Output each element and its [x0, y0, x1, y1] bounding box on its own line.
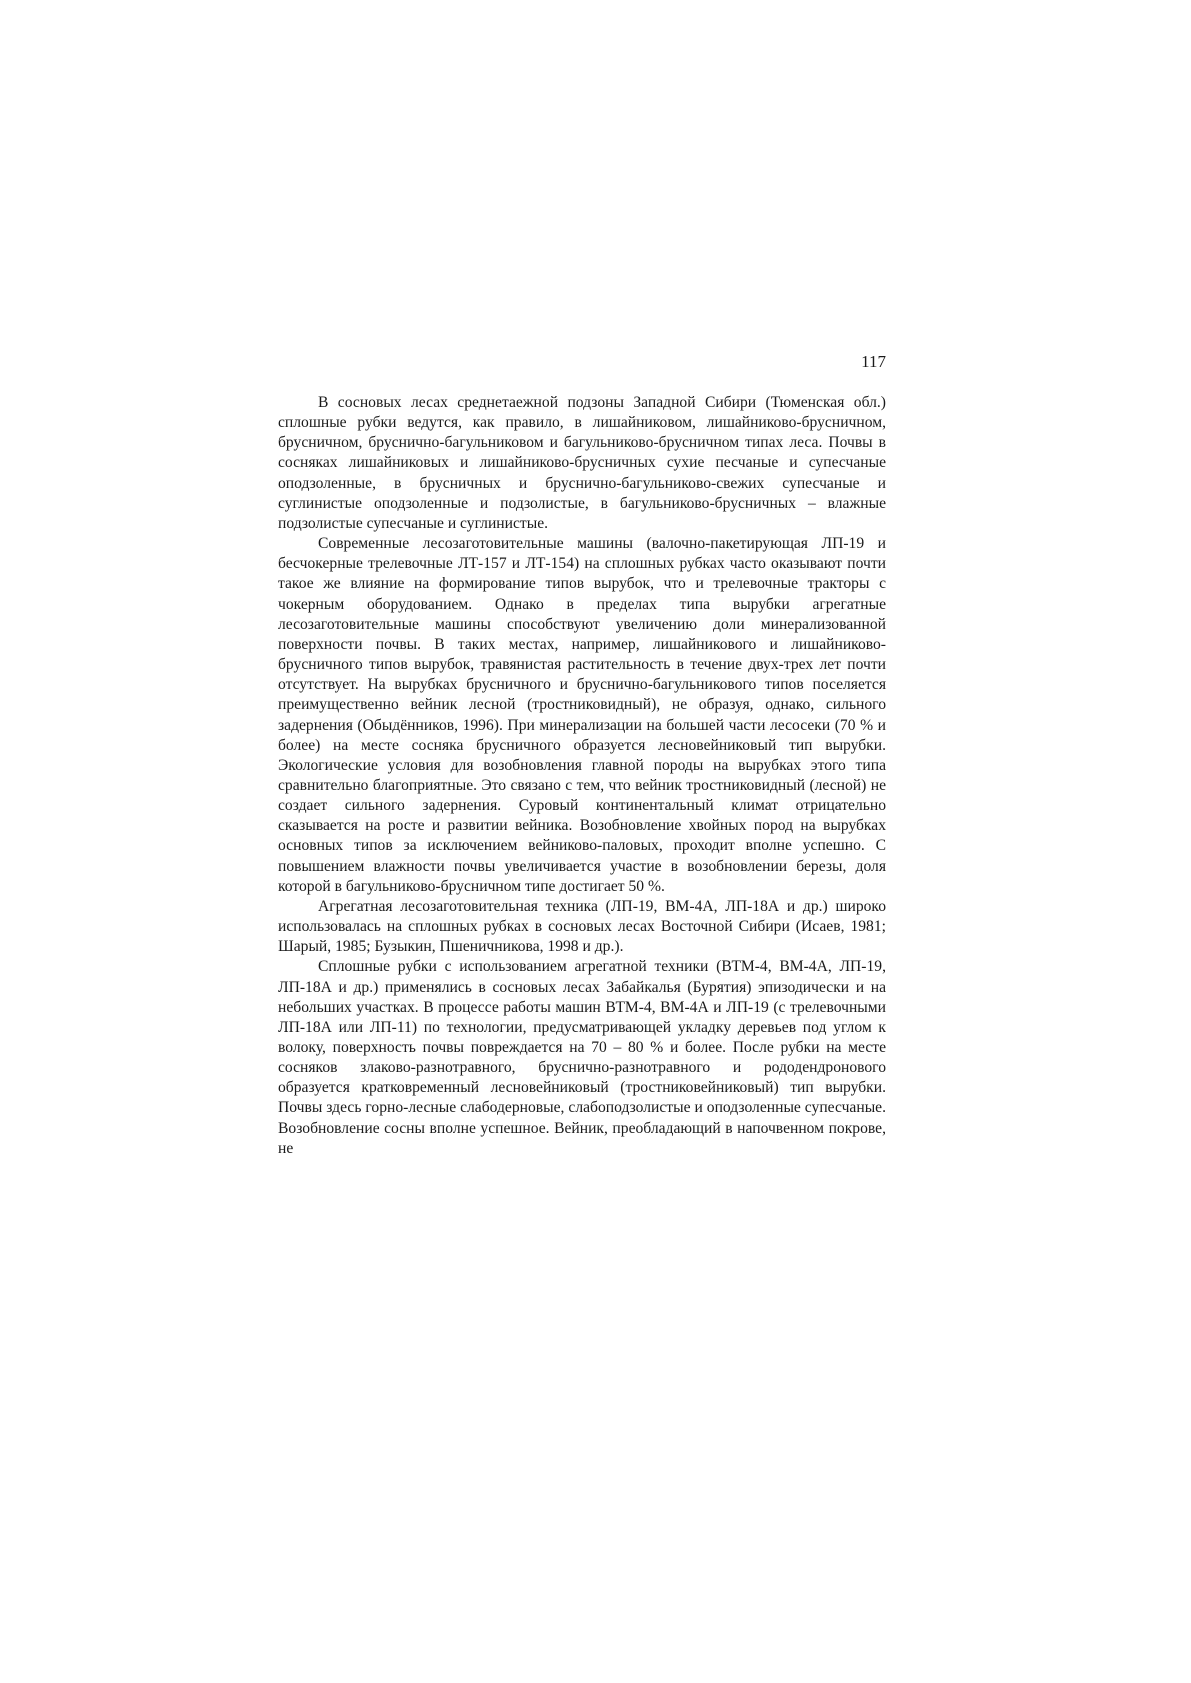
paragraph: В сосновых лесах среднетаежной подзоны Западной Сибири (Тюменская обл.) сплошные рубки ведутся, как правило, в лишайниковом, лишайниково-брусничном, брусничном, бруснично-багульниковом и багульниково-брусничном типах леса. Почвы в сосняках лишайниковых и лишайниково-брусничных сухие песчаные и супесчаные оподзоленные, в брусничных и бруснично-багульниково-свежих супесчаные и суглинистые оподзоленные и подзолистые, в багульниково-брусничных – влажные подзолистые супесчаные и суглинистые. [278, 394, 886, 532]
paragraph: Современные лесозаготовительные машины (валочно-пакетирующая ЛП-19 и бесчокерные трелевочные ЛТ-157 и ЛТ-154) на сплошных рубках часто оказывают почти такое же влияние на формирование типов вырубок, что и трелевочные тракторы с чокерным оборудованием. Однако в пределах типа вырубки агрегатные лесозаготовительные машины способствуют увеличению доли минерализованной поверхности почвы. В таких местах, например, лишайникового и лишайниково-брусничного типов вырубок, травянистая растительность в течение двух-трех лет почти отсутствует. На вырубках брусничного и бруснично-багульникового типов поселяется преимущественно вейник лесной (тростниковидный), не образуя, однако, сильного задернения (Обыдёнников, 1996). При минерализации на большей части лесосеки (70 % и более) на месте сосняка брусничного образуется лесновейниковый тип вырубки. Экологические условия для возобновления главной породы на вырубках этого типа сравнительно благоприятные. Это связано с тем, что вейник тростниковидный (лесной) не создает сильного задернения. Суровый континентальный климат отрицательно сказывается на росте и развитии вейника. Возобновление хвойных пород на вырубках основных типов за исключением вейниково-паловых, проходит вполне успешно. С повышением влажности почвы увеличивается участие в возобновлении березы, доля которой в багульниково-брусничном типе достигает 50 %. [278, 535, 886, 895]
body-text [278, 393, 886, 1159]
paragraph: Сплошные рубки с использованием агрегатной техники (ВТМ-4, ВМ-4А, ЛП-19, ЛП-18А и др.) применялись в сосновых лесах Забайкалья (Бурятия) эпизодически и на небольших участках. В процессе работы машин ВТМ-4, ВМ-4А и ЛП-19 (с трелевочными ЛП-18А или ЛП-11) по технологии, предусматривающей укладку деревьев под углом к волоку, поверхность почвы повреждается на 70 – 80 % и более. После рубки на месте сосняков злаково-разнотравного, бруснично-разнотравного и рододендронового образуется кратковременный лесновейниковый (тростниковейниковый) тип вырубки. Почвы здесь горно-лесные слабодерновые, слабоподзолистые и оподзоленные супесчаные. Возобновление сосны вполне успешное. Вейник, преобладающий в напочвенном покрове, не [278, 958, 886, 1157]
paragraph: Агрегатная лесозаготовительная техника (ЛП-19, ВМ-4А, ЛП-18А и др.) широко использовалась на сплошных рубках в сосновых лесах Восточной Сибири (Исаев, 1981; Шарый, 1985; Бузыкин, Пшеничникова, 1998 и др.). [278, 897, 886, 956]
page-number: 117 [861, 352, 886, 371]
